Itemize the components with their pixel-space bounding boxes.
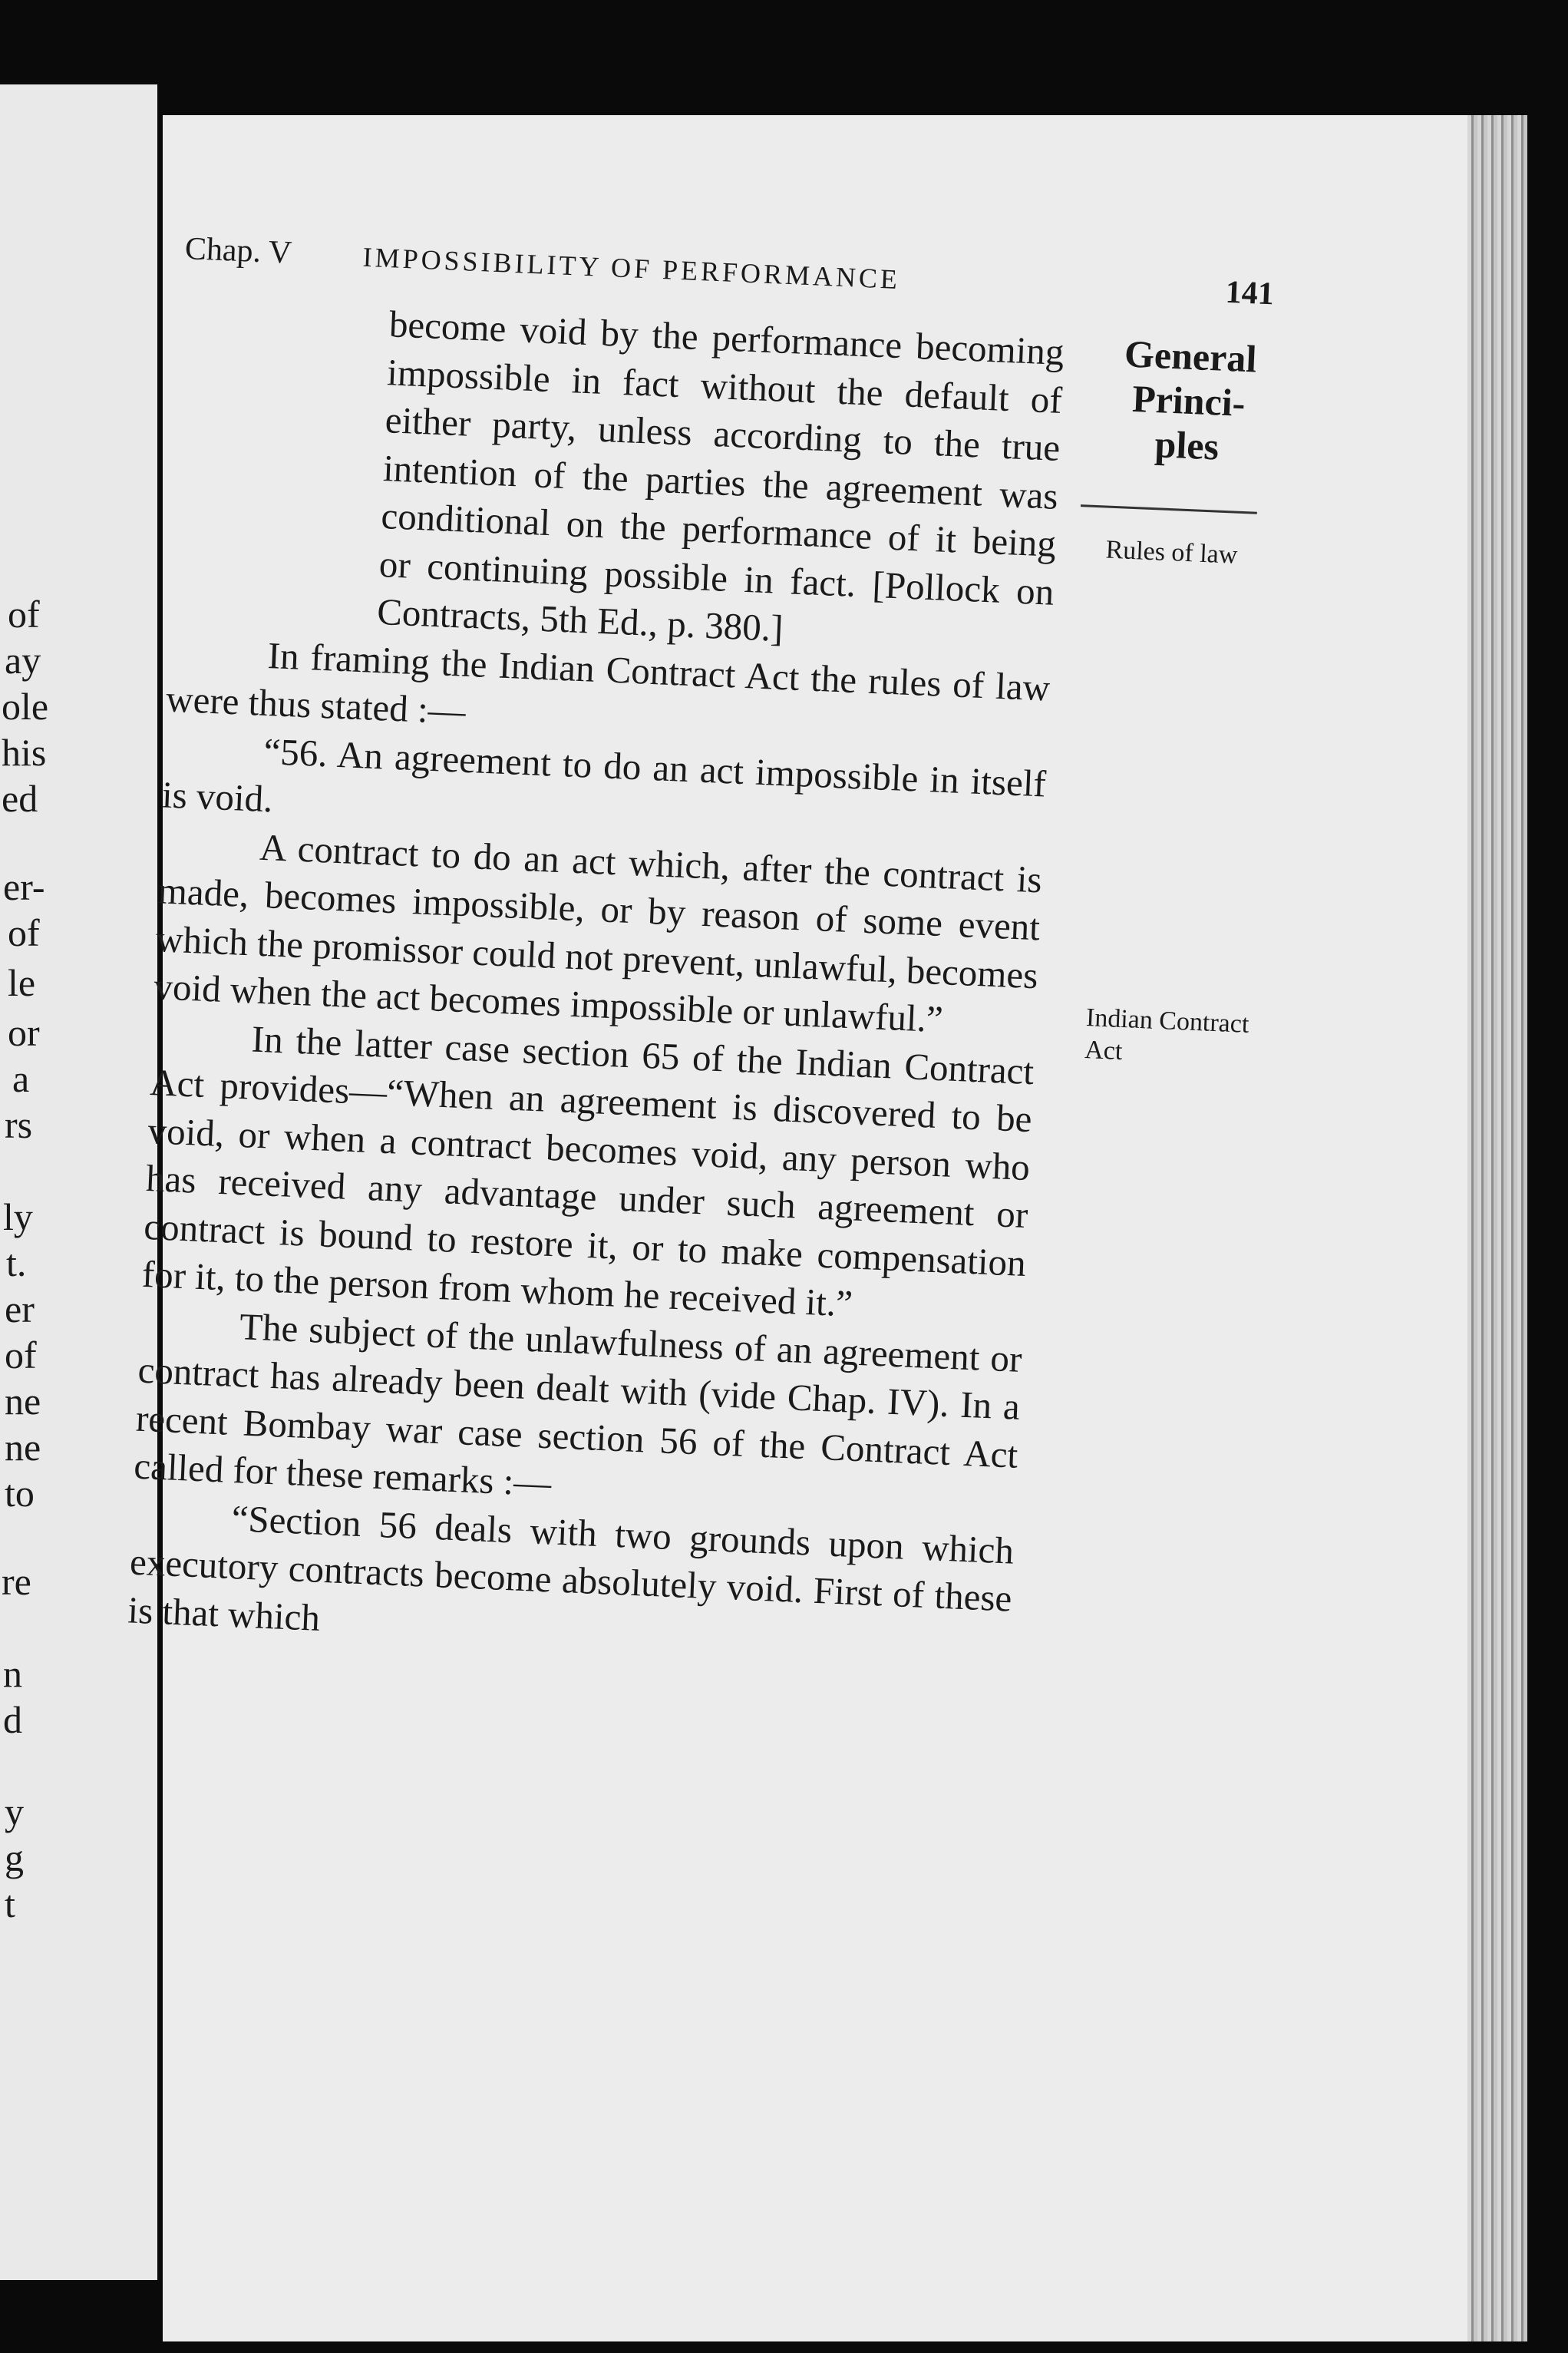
left-page-fragment: of	[5, 1333, 37, 1376]
body-text	[127, 292, 1065, 1671]
left-page-fragment: re	[2, 1560, 31, 1603]
side-note-general-principles: General Princi- ples	[1124, 332, 1258, 468]
book-page	[127, 115, 1527, 2341]
paragraph: “56. An agreement to do an act impossible in itself is void.	[161, 729, 1047, 821]
paragraph: become void by the performance becoming impossible in fact without the default of either party, unless according to the true intention of the parties the agreement was conditional on the performance of it being or continuing possible in fact. [Pollock on Contracts, 5th Ed., p. 380.]	[376, 302, 1065, 650]
left-page-fragment: or	[8, 1011, 40, 1054]
left-page-fragment: his	[2, 731, 47, 774]
left-page-fragment: to	[5, 1472, 35, 1515]
scan-border-top	[0, 0, 1568, 84]
left-page-fragment: g	[5, 1836, 24, 1879]
paragraph: The subject of the unlawfulness of an agreement or contract has already been dealt with (vide Chap. IV). In a recent Bombay war case section 56 of the Contract Act called for these remarks :—	[133, 1304, 1023, 1505]
left-page-fragment: ole	[2, 685, 49, 728]
left-page-fragment: of	[8, 911, 40, 954]
running-title: IMPOSSIBILITY OF PERFORMANCE	[361, 241, 901, 296]
left-page-fragment: d	[3, 1698, 22, 1741]
page-edge-spine	[1467, 115, 1527, 2341]
left-page-fragment: rs	[5, 1103, 33, 1146]
paragraph: A contract to do an act which, after the contract is made, becomes impossible, or by reason of some event which the promissor could not prevent, unlawful, becomes void when the act becomes impossible or unlawful.”	[153, 825, 1043, 1041]
left-page-fragment: ne	[5, 1426, 41, 1469]
paragraph: In framing the Indian Contract Act the rules of law were thus stated :—	[165, 633, 1051, 732]
left-page-fragment: ne	[5, 1380, 41, 1423]
left-page-fragment: a	[12, 1057, 30, 1100]
paragraph: In the latter case section 65 of the Indian Contract Act provides—“When an agreement is discovered to be void, or when a contract becomes void, any person who has received any advantage under such agreement or contract is bound to restore it, or to make compensation for it, to the person from whom he received it.”	[140, 1017, 1035, 1325]
left-page-fragment: ed	[2, 777, 38, 820]
side-note-indian-contract-act: Indian Contract Act	[1084, 1003, 1250, 1066]
side-note-divider	[1081, 504, 1257, 514]
left-page-fragment: n	[3, 1652, 22, 1695]
left-page-fragment: le	[8, 961, 36, 1004]
left-page-fragment: er	[5, 1287, 35, 1330]
left-page-fragment: t.	[6, 1241, 27, 1284]
paragraph: “Section 56 deals with two grounds upon which executory contracts become absolutely void. First of these is that which	[127, 1496, 1015, 1639]
left-page-fragment: of	[8, 593, 40, 636]
left-page-fragment: er-	[3, 865, 45, 908]
left-page-fragment: ay	[5, 639, 41, 682]
chapter-label: Chap. V	[184, 230, 293, 271]
page-number: 141	[1224, 274, 1275, 312]
left-page-fragment: t	[5, 1882, 15, 1925]
left-page-fragment: ly	[3, 1195, 33, 1238]
left-page-fragment: y	[5, 1790, 24, 1833]
page-content	[99, 230, 1413, 2353]
side-note-rules-of-law: Rules of law	[1104, 535, 1239, 570]
